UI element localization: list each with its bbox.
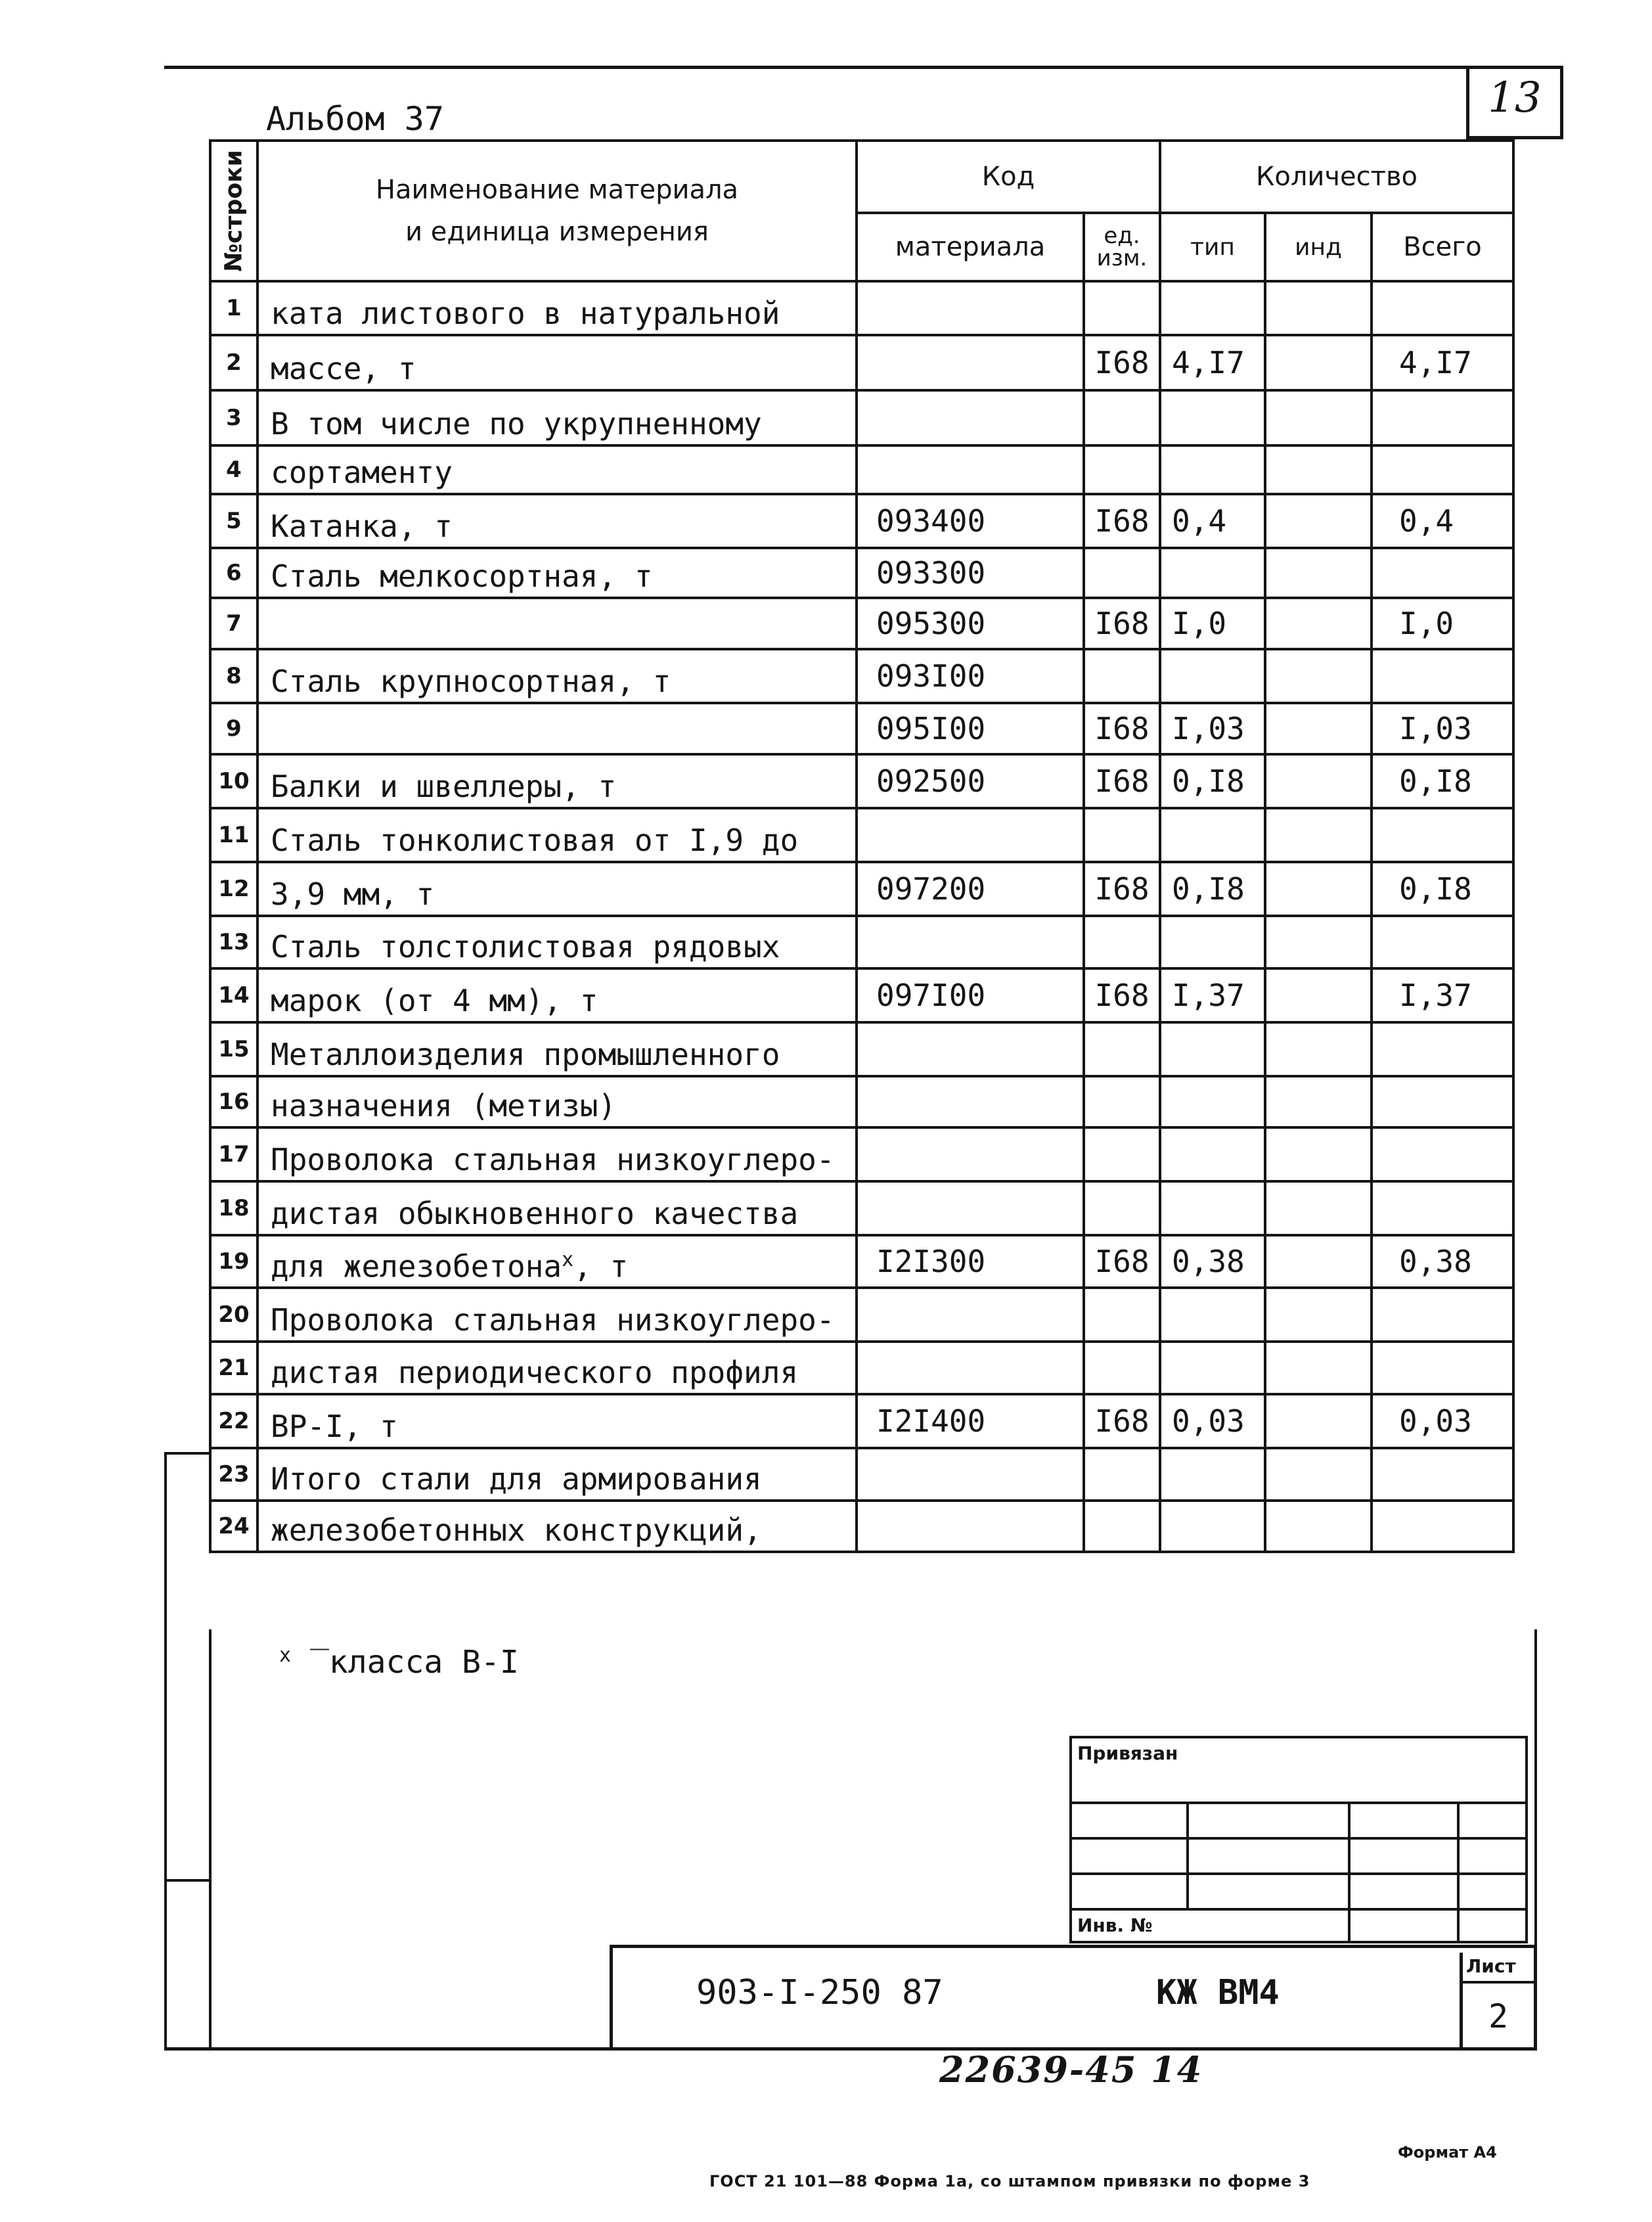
quantity-type (1160, 1342, 1265, 1394)
unit-code: I68 (1084, 862, 1160, 916)
material-code (857, 916, 1084, 968)
unit-code (1084, 390, 1160, 445)
quantity-type: 4,I7 (1160, 335, 1265, 390)
quantity-total: 0,38 (1372, 1235, 1513, 1288)
material-name: Итого стали для армирования (257, 1448, 857, 1501)
material-name: Сталь мелкосортная, т (257, 548, 857, 598)
quantity-ind (1265, 390, 1372, 445)
binding-strip (164, 1452, 210, 2050)
material-code: 093I00 (857, 649, 1084, 703)
quantity-type (1160, 1501, 1265, 1552)
material-code (857, 808, 1084, 862)
unit-code (1084, 1342, 1160, 1394)
table-row (210, 1127, 1513, 1181)
row-number: 20 (210, 1288, 257, 1342)
quantity-type: 0,I8 (1160, 862, 1265, 916)
table-row (210, 1181, 1513, 1235)
quantity-type (1160, 1448, 1265, 1501)
quantity-total (1372, 1076, 1513, 1127)
quantity-type-header: тип (1160, 213, 1265, 281)
unit-code: I68 (1084, 598, 1160, 649)
quantity-ind (1265, 1022, 1372, 1076)
material-code (857, 1342, 1084, 1394)
row-number: 24 (210, 1501, 257, 1552)
table-row (210, 390, 1513, 445)
frame-top-line (164, 66, 1563, 69)
row-number: 1 (210, 281, 257, 335)
material-name: Проволока стальная низкоуглеро- (257, 1288, 857, 1342)
table-row (210, 1342, 1513, 1394)
row-number: 3 (210, 390, 257, 445)
quantity-total (1372, 916, 1513, 968)
quantity-total-header: Всего (1372, 213, 1513, 281)
quantity-ind (1265, 862, 1372, 916)
material-code (857, 1288, 1084, 1342)
quantity-ind (1265, 1501, 1372, 1552)
quantity-ind (1265, 548, 1372, 598)
row-number: 18 (210, 1181, 257, 1235)
quantity-ind (1265, 494, 1372, 548)
unit-code-header: ед. изм. (1084, 213, 1160, 281)
table-row (210, 1288, 1513, 1342)
quantity-total (1372, 1022, 1513, 1076)
row-number: 8 (210, 649, 257, 703)
quantity-ind (1265, 1076, 1372, 1127)
sheet-value: 2 (1488, 1997, 1509, 2035)
material-code (857, 335, 1084, 390)
row-number: 10 (210, 754, 257, 808)
material-name: Балки и швеллеры, т (257, 754, 857, 808)
sheet-label: Лист (1466, 1955, 1516, 1977)
table-row (210, 862, 1513, 916)
quantity-ind (1265, 649, 1372, 703)
material-code: 095I00 (857, 703, 1084, 754)
quantity-total: 0,4 (1372, 494, 1513, 548)
quantity-type (1160, 649, 1265, 703)
quantity-total (1372, 1127, 1513, 1181)
quantity-ind (1265, 1235, 1372, 1288)
quantity-ind (1265, 445, 1372, 494)
quantity-ind (1265, 916, 1372, 968)
binding-stamp (1069, 1736, 1528, 1943)
quantity-type (1160, 808, 1265, 862)
quantity-total (1372, 390, 1513, 445)
material-code: 095300 (857, 598, 1084, 649)
footnote-marker: х (562, 1248, 574, 1271)
document-code: 903-I-250 87 (696, 1973, 943, 2012)
quantity-type (1160, 1288, 1265, 1342)
table-row (210, 281, 1513, 335)
quantity-total: 0,I8 (1372, 754, 1513, 808)
quantity-type (1160, 281, 1265, 335)
row-number: 7 (210, 598, 257, 649)
material-name: Катанка, т (257, 494, 857, 548)
quantity-ind (1265, 703, 1372, 754)
material-name: Сталь крупносортная, т (257, 649, 857, 703)
material-code: 093400 (857, 494, 1084, 548)
material-name (257, 703, 857, 754)
quantity-type (1160, 548, 1265, 598)
unit-code: I68 (1084, 968, 1160, 1022)
row-number-header: №строки (210, 141, 257, 281)
sheet-cell-divider (1460, 1981, 1537, 1984)
material-name: В том числе по укрупненному (257, 390, 857, 445)
table-row (210, 335, 1513, 390)
quantity-total: I,37 (1372, 968, 1513, 1022)
material-name: дистая обыкновенного качества (257, 1181, 857, 1235)
material-name (257, 598, 857, 649)
quantity-ind (1265, 335, 1372, 390)
quantity-total: 4,I7 (1372, 335, 1513, 390)
stamp-bound-label: Привязан (1071, 1737, 1527, 1803)
row-number: 4 (210, 445, 257, 494)
material-code (857, 281, 1084, 335)
quantity-ind (1265, 1288, 1372, 1342)
quantity-type: I,0 (1160, 598, 1265, 649)
material-name: ката листового в натуральной (257, 281, 857, 335)
table-row (210, 808, 1513, 862)
quantity-ind (1265, 1181, 1372, 1235)
gost-form-label: ГОСТ 21 101—88 Форма 1а, со штампом привязки по форме 3 (709, 2172, 1310, 2190)
unit-code: I68 (1084, 335, 1160, 390)
unit-code (1084, 1288, 1160, 1342)
row-number: 23 (210, 1448, 257, 1501)
quantity-ind (1265, 598, 1372, 649)
material-code (857, 1022, 1084, 1076)
table-row (210, 916, 1513, 968)
quantity-type (1160, 1022, 1265, 1076)
table-row (210, 1394, 1513, 1448)
table-row (210, 548, 1513, 598)
unit-code (1084, 1501, 1160, 1552)
row-number: 14 (210, 968, 257, 1022)
material-code (857, 1501, 1084, 1552)
quantity-total (1372, 1501, 1513, 1552)
footnote: $^х$ ‾класса В-I (279, 1644, 519, 1681)
album-label: Альбом 37 (266, 100, 444, 138)
row-number: 17 (210, 1127, 257, 1181)
unit-code: I68 (1084, 494, 1160, 548)
quantity-type (1160, 445, 1265, 494)
row-number: 12 (210, 862, 257, 916)
unit-code (1084, 1076, 1160, 1127)
row-number: 16 (210, 1076, 257, 1127)
table-row (210, 598, 1513, 649)
quantity-total (1372, 1448, 1513, 1501)
quantity-ind (1265, 281, 1372, 335)
quantity-total: I,0 (1372, 598, 1513, 649)
quantity-total: 0,I8 (1372, 862, 1513, 916)
row-number: 22 (210, 1394, 257, 1448)
table-row (210, 703, 1513, 754)
material-code: 097200 (857, 862, 1084, 916)
unit-code (1084, 916, 1160, 968)
unit-code (1084, 1448, 1160, 1501)
row-number: 5 (210, 494, 257, 548)
material-name: Сталь тонколистовая от I,9 до (257, 808, 857, 862)
table-row (210, 1235, 1513, 1288)
unit-code (1084, 548, 1160, 598)
material-code: 097I00 (857, 968, 1084, 1022)
material-code: I2I300 (857, 1235, 1084, 1288)
material-name: ВР-I, т (257, 1394, 857, 1448)
material-code (857, 1181, 1084, 1235)
unit-code: I68 (1084, 1394, 1160, 1448)
material-code (857, 1076, 1084, 1127)
quantity-total (1372, 548, 1513, 598)
document-mark: КЖ ВМ4 (1156, 1973, 1280, 2012)
quantity-ind (1265, 1342, 1372, 1394)
frame-left-line (209, 1629, 212, 2050)
quantity-total (1372, 445, 1513, 494)
quantity-ind-header: инд (1265, 213, 1372, 281)
material-name: 3,9 мм, т (257, 862, 857, 916)
quantity-ind (1265, 754, 1372, 808)
quantity-type: I,03 (1160, 703, 1265, 754)
quantity-ind (1265, 1394, 1372, 1448)
table-row (210, 1022, 1513, 1076)
material-code: I2I400 (857, 1394, 1084, 1448)
material-code-header: материала (857, 213, 1084, 281)
quantity-total (1372, 1342, 1513, 1394)
format-label: Формат А4 (1398, 2143, 1497, 2162)
quantity-type: I,37 (1160, 968, 1265, 1022)
unit-code (1084, 1127, 1160, 1181)
unit-code: I68 (1084, 703, 1160, 754)
row-number: 9 (210, 703, 257, 754)
quantity-header: Количество (1160, 141, 1513, 213)
row-number: 6 (210, 548, 257, 598)
quantity-type: 0,03 (1160, 1394, 1265, 1448)
table-row (210, 649, 1513, 703)
code-header: Код (857, 141, 1160, 213)
quantity-type (1160, 1127, 1265, 1181)
table-row (210, 1448, 1513, 1501)
stamp-inventory-label: Инв. № (1071, 1909, 1349, 1942)
material-name: Проволока стальная низкоуглеро- (257, 1127, 857, 1181)
quantity-type (1160, 916, 1265, 968)
material-name: марок (от 4 мм), т (257, 968, 857, 1022)
table-row (210, 1501, 1513, 1552)
row-number: 13 (210, 916, 257, 968)
unit-code (1084, 1022, 1160, 1076)
table-row (210, 754, 1513, 808)
quantity-type (1160, 1076, 1265, 1127)
unit-code (1084, 1181, 1160, 1235)
material-code (857, 1448, 1084, 1501)
unit-code (1084, 808, 1160, 862)
quantity-total (1372, 808, 1513, 862)
material-name-header: Наименование материала и единица измерения (257, 141, 857, 281)
quantity-type (1160, 1181, 1265, 1235)
table-row (210, 445, 1513, 494)
quantity-total (1372, 649, 1513, 703)
row-number: 2 (210, 335, 257, 390)
quantity-total: I,03 (1372, 703, 1513, 754)
quantity-type: 0,38 (1160, 1235, 1265, 1288)
material-name: железобетонных конструкций, (257, 1501, 857, 1552)
material-name: для железобетона$^х$, т (257, 1235, 857, 1288)
handwritten-inventory-number: 22639-45 14 (939, 2049, 1203, 2091)
unit-code (1084, 649, 1160, 703)
quantity-type (1160, 390, 1265, 445)
table-row (210, 1076, 1513, 1127)
table-row (210, 494, 1513, 548)
material-code: 093300 (857, 548, 1084, 598)
material-code (857, 390, 1084, 445)
row-number: 11 (210, 808, 257, 862)
unit-code (1084, 281, 1160, 335)
quantity-type: 0,4 (1160, 494, 1265, 548)
sheet-number: 13 (1488, 74, 1542, 122)
binding-strip-divider (164, 1879, 210, 1882)
material-code: 092500 (857, 754, 1084, 808)
material-name: назначения (метизы) (257, 1076, 857, 1127)
material-name: Сталь толстолистовая рядовых (257, 916, 857, 968)
table-row (210, 968, 1513, 1022)
material-code (857, 445, 1084, 494)
row-number: 21 (210, 1342, 257, 1394)
quantity-total: 0,03 (1372, 1394, 1513, 1448)
quantity-total (1372, 281, 1513, 335)
quantity-ind (1265, 1448, 1372, 1501)
quantity-type: 0,I8 (1160, 754, 1265, 808)
unit-code (1084, 445, 1160, 494)
material-name: массе, т (257, 335, 857, 390)
row-number: 15 (210, 1022, 257, 1076)
quantity-total (1372, 1288, 1513, 1342)
material-name: Металлоизделия промышленного (257, 1022, 857, 1076)
material-spec-table (209, 139, 1515, 1553)
quantity-ind (1265, 968, 1372, 1022)
quantity-total (1372, 1181, 1513, 1235)
material-code (857, 1127, 1084, 1181)
row-number: 19 (210, 1235, 257, 1288)
unit-code: I68 (1084, 1235, 1160, 1288)
material-name: дистая периодического профиля (257, 1342, 857, 1394)
quantity-ind (1265, 1127, 1372, 1181)
material-name: сортаменту (257, 445, 857, 494)
quantity-ind (1265, 808, 1372, 862)
unit-code: I68 (1084, 754, 1160, 808)
